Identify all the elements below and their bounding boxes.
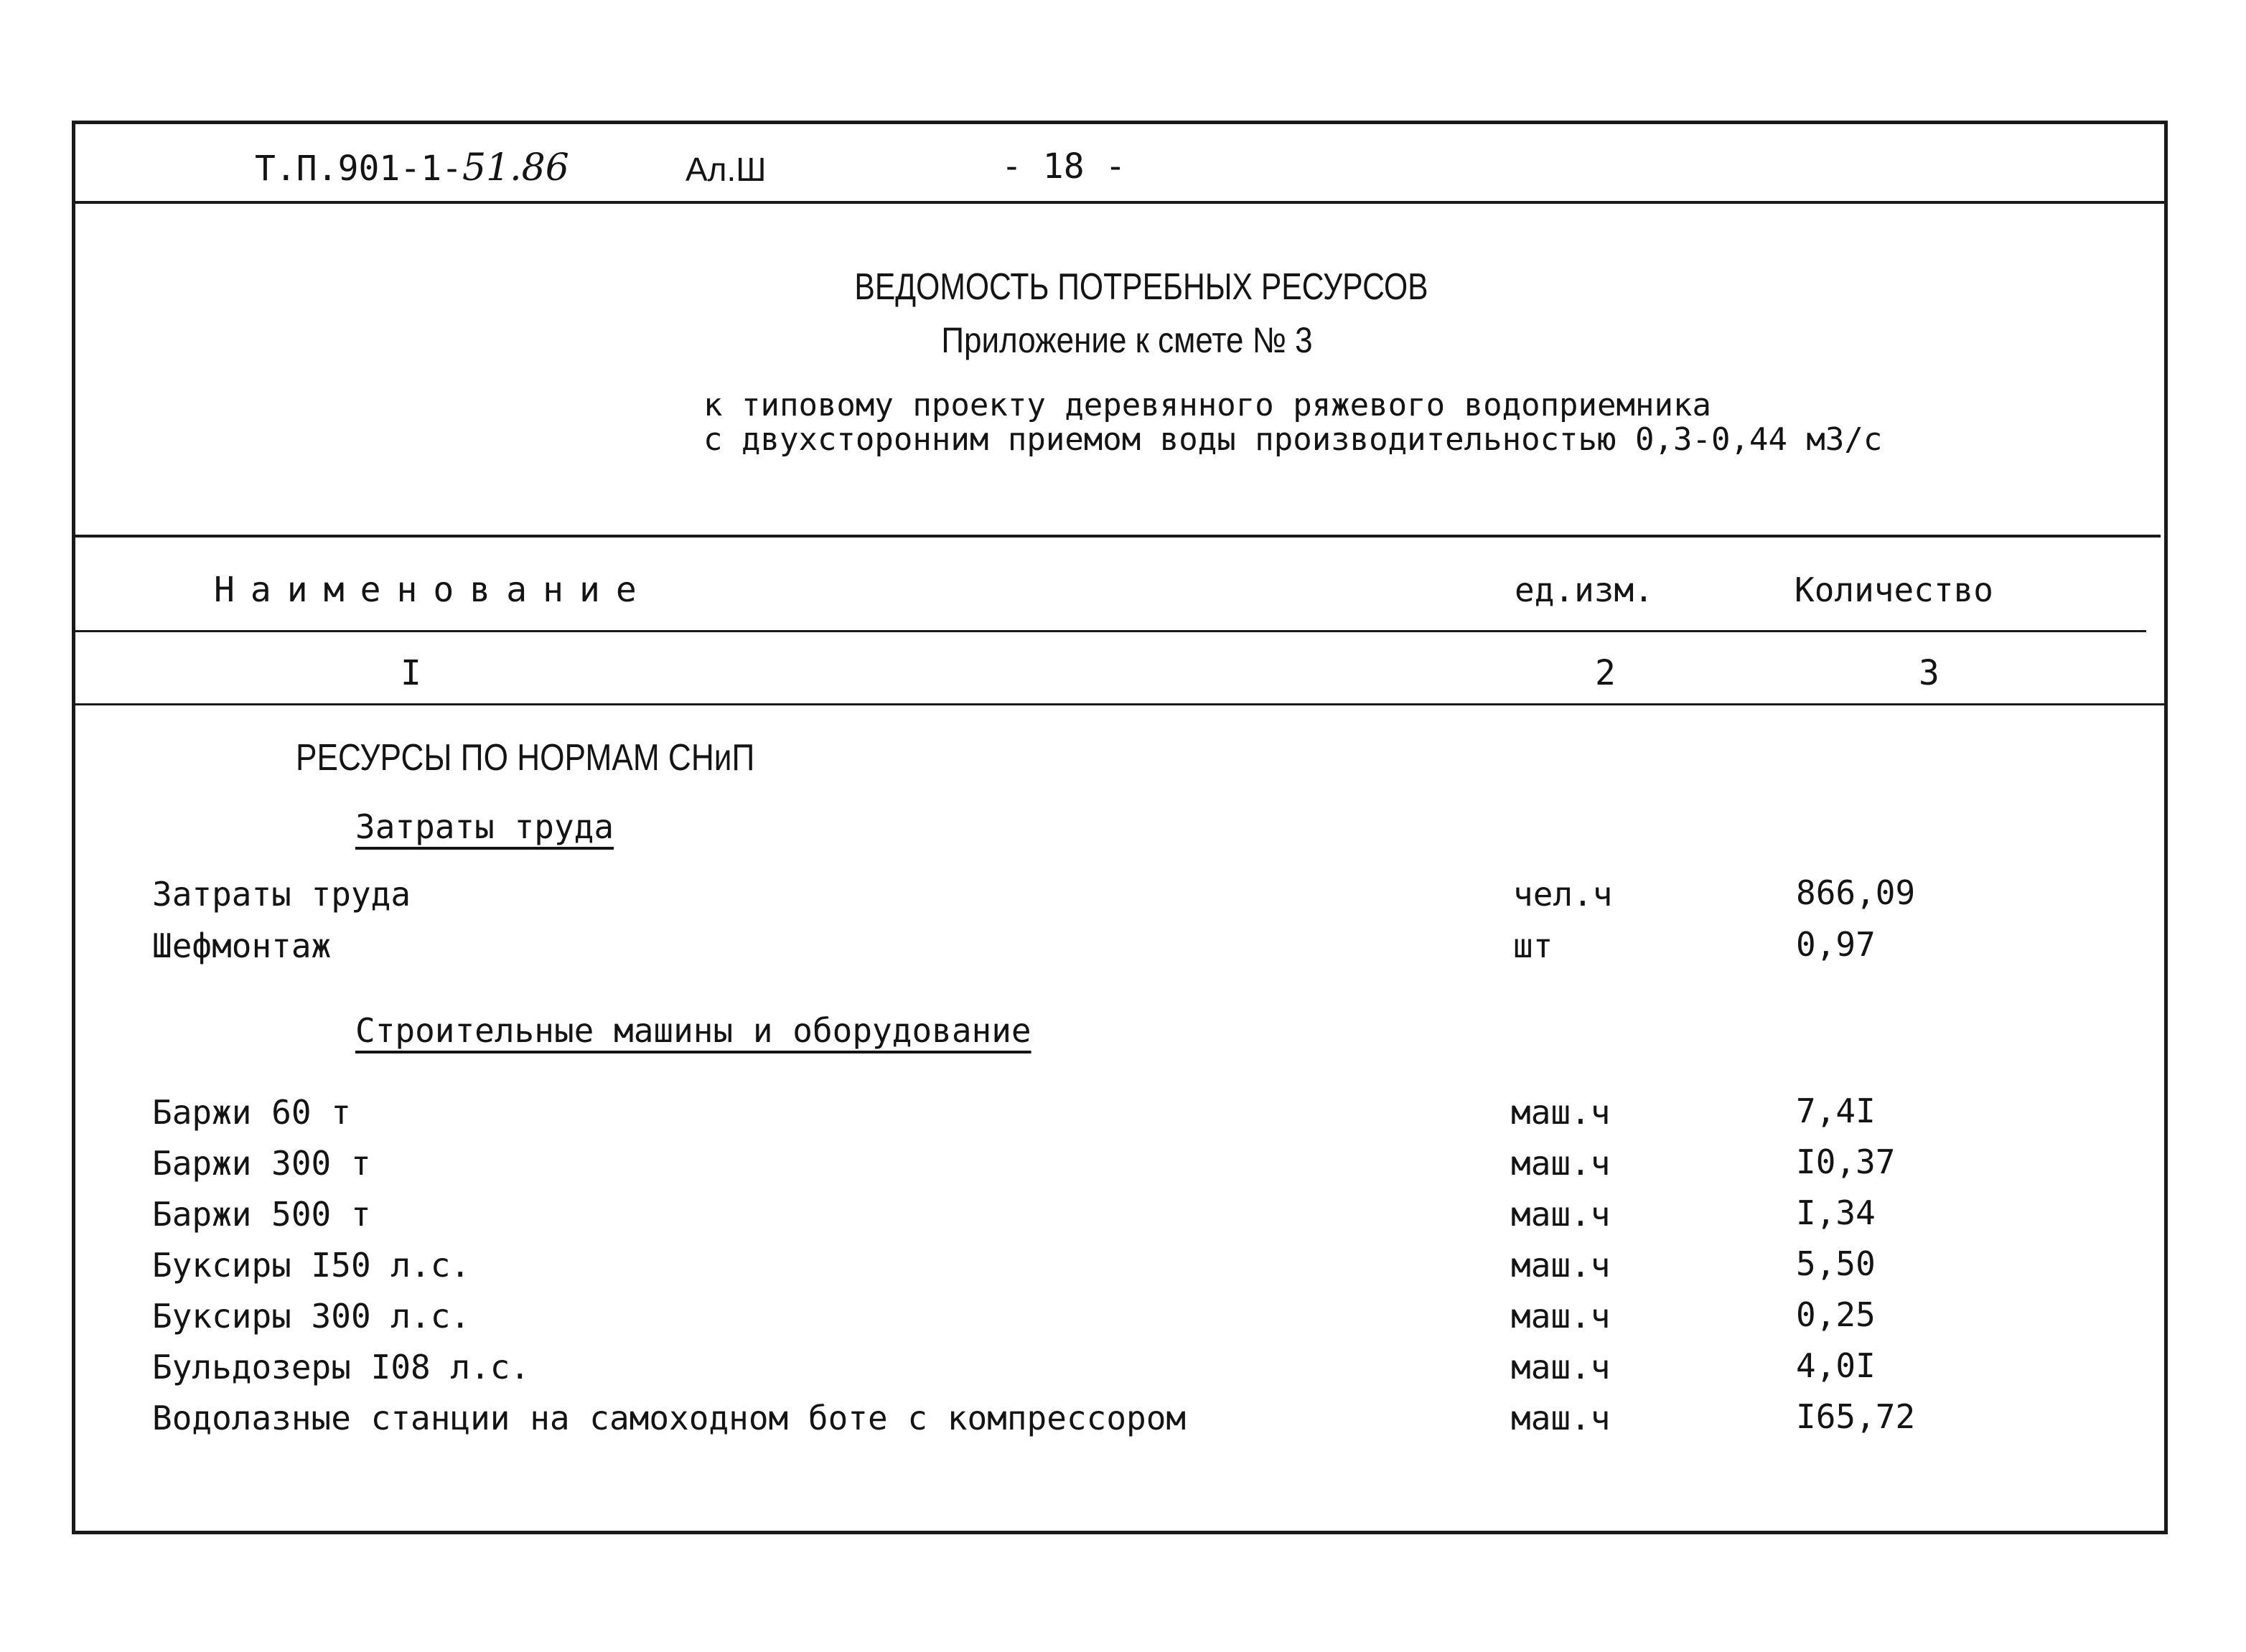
header-divider [72, 201, 2168, 204]
row-name: Бульдозеры I08 л.с. [152, 1348, 530, 1386]
row-qty: I65,72 [1796, 1397, 1916, 1436]
row-unit: маш.ч [1511, 1144, 1611, 1183]
row-name: Шефмонтаж [152, 926, 332, 965]
row-qty: 7,4I [1796, 1092, 1876, 1130]
section-title: РЕСУРСЫ ПО НОРМАМ СНиП [296, 737, 755, 779]
document-title: ВЕДОМОСТЬ ПОТРЕБНЫХ РЕСУРСОВ [854, 266, 1428, 308]
row-unit: маш.ч [1511, 1348, 1611, 1386]
doc-code-handwritten: 51.86 [462, 146, 569, 189]
column-header-rule [72, 630, 2146, 632]
row-qty: 5,50 [1796, 1244, 1876, 1283]
row-name: Буксиры I50 л.с. [152, 1246, 471, 1285]
row-qty: 0,25 [1796, 1295, 1876, 1334]
row-name: Буксиры 300 л.с. [152, 1297, 471, 1336]
group-heading-labor: Затраты труда [355, 807, 614, 846]
row-unit: маш.ч [1511, 1246, 1611, 1285]
column-number-3: 3 [1919, 653, 1939, 693]
appendix-label: Приложение к смете № 3 [941, 320, 1313, 360]
column-number-2: 2 [1595, 653, 1616, 693]
row-qty: 4,0I [1796, 1346, 1876, 1385]
row-name: Водолазные станции на самоходном боте с компрессором [152, 1399, 1187, 1437]
column-header-name: Наименование [214, 570, 652, 610]
row-unit: шт [1513, 926, 1553, 965]
row-qty: I,34 [1796, 1193, 1876, 1232]
group-heading-machinery: Строительные машины и оборудование [355, 1011, 1031, 1050]
row-unit: маш.ч [1511, 1195, 1611, 1234]
row-name: Баржи 60 т [152, 1093, 351, 1132]
row-name: Баржи 500 т [152, 1195, 371, 1234]
column-number-rule [72, 703, 2168, 705]
table-top-rule [72, 535, 2161, 538]
row-qty: 866,09 [1796, 873, 1916, 912]
page-number: - 18 - [1001, 146, 1126, 187]
doc-code-printed: Т.П.901-1- [255, 149, 462, 189]
doc-code [255, 148, 569, 189]
row-unit: маш.ч [1511, 1093, 1611, 1132]
subtitle-line-1: к типовому проекту деревянного ряжевого водоприемника [703, 387, 1711, 423]
row-name: Баржи 300 т [152, 1144, 371, 1183]
row-name: Затраты труда [152, 875, 411, 914]
subtitle-line-2: с двухсторонним приемом воды производительностью 0,3-0,44 м3/с [703, 421, 1883, 458]
row-qty: I0,37 [1796, 1142, 1896, 1181]
row-unit: чел.ч [1513, 875, 1613, 914]
column-number-1: I [401, 653, 421, 693]
row-qty: 0,97 [1796, 925, 1876, 964]
album-label: Ал.Ш [686, 151, 767, 188]
column-header-qty: Количество [1795, 571, 1993, 609]
column-header-unit: ед.изм. [1515, 571, 1654, 609]
row-unit: маш.ч [1511, 1297, 1611, 1336]
row-unit: маш.ч [1511, 1399, 1611, 1437]
